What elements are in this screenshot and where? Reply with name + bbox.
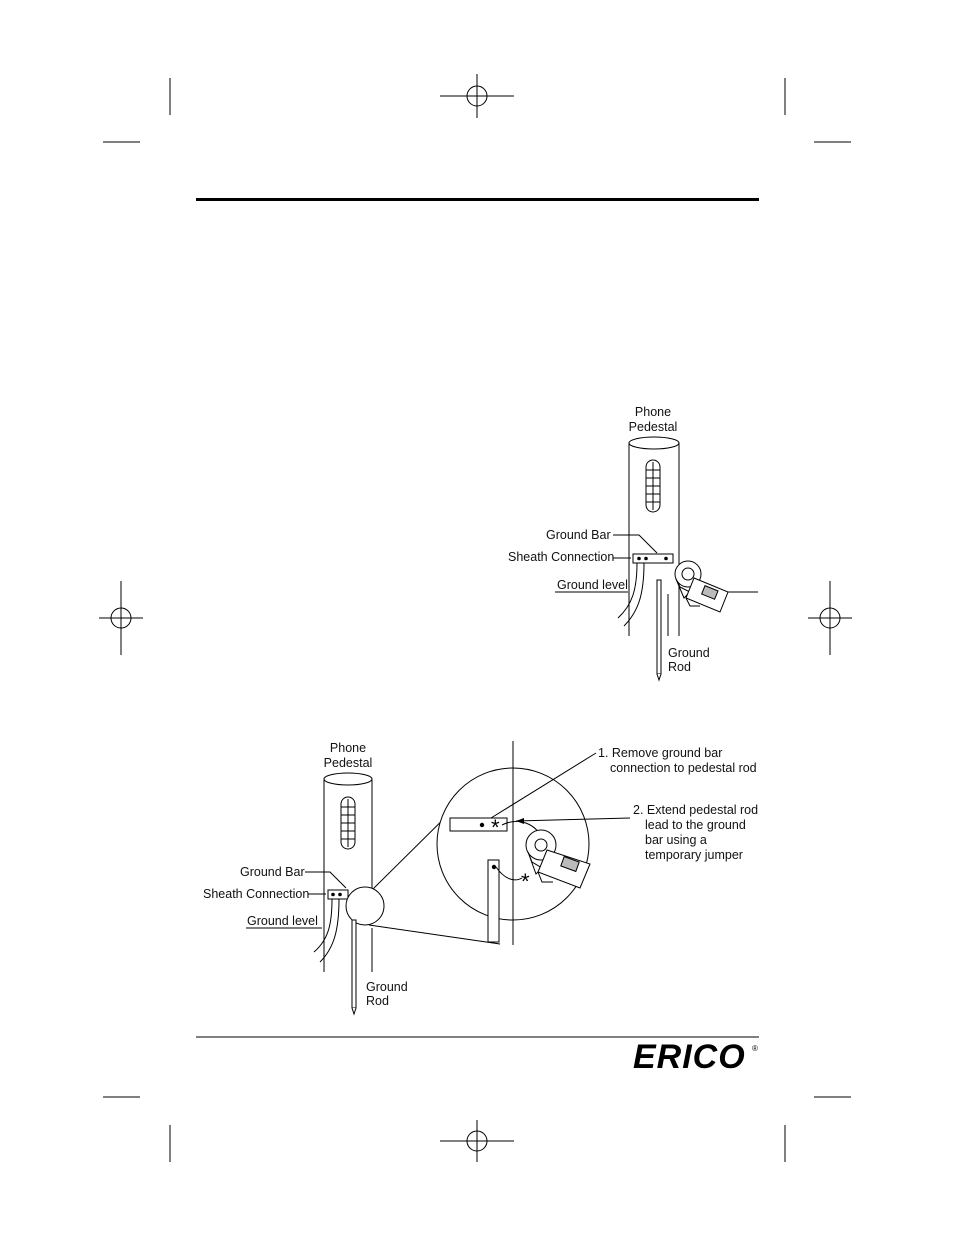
ground-level-label: Ground level (557, 578, 628, 592)
registration-mark-right (808, 581, 852, 655)
registration-mark-bottom (440, 1120, 514, 1162)
sheath-cables (618, 563, 644, 626)
pedestal-label-line1: Phone (634, 405, 672, 419)
ground-rod-label-line2: Rod (366, 994, 389, 1008)
pedestal-vent (646, 460, 660, 512)
ground-bar-label: Ground Bar (546, 528, 611, 542)
asterisk-marker-bar: * (491, 815, 500, 840)
sheath-connection-label: Sheath Connection (508, 550, 615, 564)
step1-line1: 1. Remove ground bar (598, 746, 723, 760)
step2-line3: bar using a (645, 833, 707, 847)
step2-line2: lead to the ground (645, 818, 746, 832)
registration-mark-top (440, 74, 514, 118)
phone-pedestal (629, 437, 679, 636)
detail-callout-circle (346, 887, 384, 925)
ground-rod-label-line1: Ground (366, 980, 408, 994)
ground-rod (657, 580, 661, 680)
pedestal-label-line2: Pedestal (628, 420, 678, 434)
header-rule (196, 198, 759, 201)
sheath-cables (314, 899, 339, 962)
registration-mark-left (99, 581, 143, 655)
ground-bar-leader (613, 535, 657, 553)
ground-rod-label-line1: Ground (668, 646, 710, 660)
detail-ground-rod (488, 860, 499, 942)
registered-mark: ® (752, 1044, 758, 1053)
ground-bar (328, 890, 348, 899)
asterisk-marker-rod: * (521, 869, 530, 894)
step2-line4: temporary jumper (645, 848, 743, 862)
ground-level-label: Ground level (247, 914, 318, 928)
ground-rod-label-line2: Rod (668, 660, 691, 674)
ground-bar (633, 554, 673, 563)
ground-rod (352, 920, 356, 1014)
step1-line2: connection to pedestal rod (610, 761, 757, 775)
sheath-connection-label: Sheath Connection (203, 887, 310, 901)
clamp-ground-tester-icon (675, 561, 728, 612)
ground-bar-leader (305, 872, 346, 888)
pedestal-vent (341, 797, 355, 849)
pedestal-label-line2: Pedestal (323, 756, 373, 770)
step2-line1: 2. Extend pedestal rod (633, 803, 759, 817)
figure-bottom (203, 741, 758, 1014)
logo-text: ERICO (633, 1038, 746, 1076)
ground-bar-label: Ground Bar (240, 865, 305, 879)
projection-line-lower (369, 925, 500, 944)
figure-top (508, 405, 758, 680)
crop-marks (103, 78, 851, 1162)
erico-logo (633, 1038, 758, 1076)
pedestal-label-line1: Phone (329, 741, 367, 755)
